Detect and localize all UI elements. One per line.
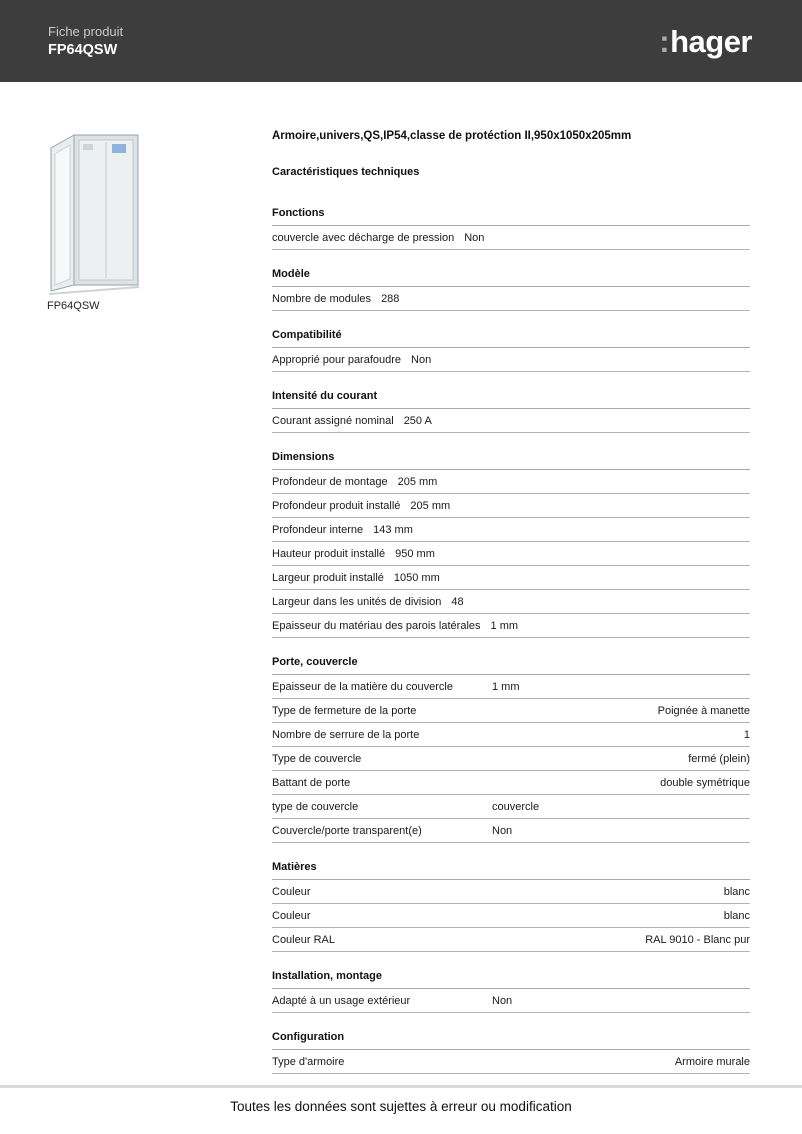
- spec-row-label: Type de fermeture de la porte: [272, 705, 417, 717]
- spec-section-title: Fonctions: [272, 207, 750, 226]
- spec-section-title: Modèle: [272, 268, 750, 287]
- spec-row: [272, 614, 750, 638]
- header-bar: [0, 0, 802, 82]
- spec-row: [272, 880, 750, 904]
- spec-row-value: RAL 9010 - Blanc pur: [645, 934, 750, 946]
- spec-row-value: blanc: [723, 886, 750, 898]
- spec-row: [272, 518, 750, 542]
- spec-row-label: Couleur: [272, 886, 311, 898]
- product-photo: [46, 130, 142, 298]
- spec-row: [272, 287, 750, 311]
- spec-row-value: 1050 mm: [393, 572, 440, 584]
- spec-section: [272, 656, 750, 843]
- spec-section-title: Configuration: [272, 1031, 750, 1050]
- spec-row-label: Largeur dans les unités de division: [272, 596, 442, 608]
- spec-row: [272, 771, 750, 795]
- spec-row-value: 950 mm: [395, 548, 435, 560]
- spec-row-label: Couleur RAL: [272, 934, 335, 946]
- spec-row-label: Nombre de serrure de la porte: [272, 729, 420, 741]
- spec-section-title: Dimensions: [272, 451, 750, 470]
- spec-row: [272, 542, 750, 566]
- spec-row: [272, 470, 750, 494]
- spec-row-value: 1 mm: [490, 620, 519, 632]
- spec-section: [272, 1031, 750, 1074]
- spec-section: [272, 390, 750, 433]
- spec-row: [272, 928, 750, 952]
- spec-row-value: Non: [492, 825, 513, 837]
- logo-text: hager: [670, 23, 752, 59]
- spec-row-label: Adapté à un usage extérieur: [272, 995, 411, 1007]
- logo-colon-icon: :: [659, 23, 670, 59]
- spec-row: [272, 819, 750, 843]
- spec-row-value: 205 mm: [410, 500, 451, 512]
- spec-row-label: Profondeur produit installé: [272, 500, 401, 512]
- footer-divider: [0, 1085, 802, 1088]
- spec-row: [272, 409, 750, 433]
- spec-row-value: fermé (plein): [688, 753, 750, 765]
- spec-row: [272, 348, 750, 372]
- spec-section: [272, 329, 750, 372]
- spec-row: [272, 699, 750, 723]
- spec-row-value: 48: [451, 596, 464, 608]
- spec-row-label: Profondeur interne: [272, 524, 364, 536]
- header-product-code: FP64QSW: [48, 42, 118, 58]
- spec-row-value: 1: [743, 729, 750, 741]
- product-image-caption: FP64QSW: [47, 300, 100, 312]
- spec-row-label: Battant de porte: [272, 777, 351, 789]
- spec-section: [272, 268, 750, 311]
- spec-row: [272, 795, 750, 819]
- spec-row: [272, 494, 750, 518]
- spec-row-label: Epaisseur du matériau des parois latérales: [272, 620, 481, 632]
- spec-section: [272, 861, 750, 952]
- spec-row: [272, 989, 750, 1013]
- spec-row-value: 1 mm: [492, 681, 520, 693]
- tech-characteristics-heading: Caractéristiques techniques: [272, 166, 420, 178]
- product-image-column: [45, 130, 272, 1074]
- spec-row-value: 143 mm: [373, 524, 413, 536]
- spec-section-title: Intensité du courant: [272, 390, 750, 409]
- header-titles: [48, 24, 123, 58]
- spec-sections: [272, 207, 750, 1074]
- spec-row-label: Type d'armoire: [272, 1056, 345, 1068]
- spec-row-value: couvercle: [492, 801, 540, 813]
- footer: [0, 1085, 802, 1134]
- spec-row-label: Profondeur de montage: [272, 476, 388, 488]
- spec-row-value: Non: [411, 354, 432, 366]
- spec-section-title: Installation, montage: [272, 970, 750, 989]
- spec-row-value: Non: [492, 995, 513, 1007]
- spec-row-value: 250 A: [403, 415, 432, 427]
- spec-section: [272, 970, 750, 1013]
- spec-row: [272, 1050, 750, 1074]
- spec-row-label: Nombre de modules: [272, 293, 372, 305]
- spec-row-label: Hauteur produit installé: [272, 548, 386, 560]
- spec-row-value: 288: [381, 293, 400, 305]
- spec-row-label: Approprié pour parafoudre: [272, 354, 402, 366]
- spec-row-value: Poignée à manette: [657, 705, 750, 717]
- spec-row-label: Epaisseur de la matière du couvercle: [272, 681, 453, 693]
- main-content: [0, 82, 802, 1074]
- hager-logo: [659, 23, 752, 59]
- spec-row: [272, 904, 750, 928]
- spec-row-label: Courant assigné nominal: [272, 415, 394, 427]
- spec-row-value: double symétrique: [660, 777, 750, 789]
- spec-row: [272, 723, 750, 747]
- spec-row: [272, 590, 750, 614]
- spec-section-title: Matières: [272, 861, 750, 880]
- footer-disclaimer: Toutes les données sont sujettes à erreur ou modification: [230, 1099, 572, 1114]
- spec-row-value: blanc: [723, 910, 750, 922]
- spec-row-value: Armoire murale: [674, 1056, 750, 1068]
- spec-section-title: Porte, couvercle: [272, 656, 750, 675]
- spec-section: [272, 451, 750, 638]
- spec-row-label: couvercle avec décharge de pression: [272, 232, 455, 244]
- spec-section-title: Compatibilité: [272, 329, 750, 348]
- spec-section: [272, 207, 750, 250]
- spec-row: [272, 747, 750, 771]
- spec-row-label: Largeur produit installé: [272, 572, 384, 584]
- spec-row: [272, 566, 750, 590]
- spec-row: [272, 675, 750, 699]
- spec-row-label: type de couvercle: [272, 801, 359, 813]
- doc-type-label: Fiche produit: [48, 24, 124, 39]
- spec-row: [272, 226, 750, 250]
- spec-row-value: Non: [464, 232, 485, 244]
- cabinet-illustration: [46, 130, 142, 298]
- spec-row-label: Type de couvercle: [272, 753, 362, 765]
- spec-row-value: 205 mm: [397, 476, 438, 488]
- product-title: Armoire,univers,QS,IP54,classe de protéction II,950x1050x205mm: [272, 130, 632, 142]
- spec-row-label: Couvercle/porte transparent(e): [272, 825, 422, 837]
- spec-column: [272, 130, 750, 1074]
- spec-row-label: Couleur: [272, 910, 311, 922]
